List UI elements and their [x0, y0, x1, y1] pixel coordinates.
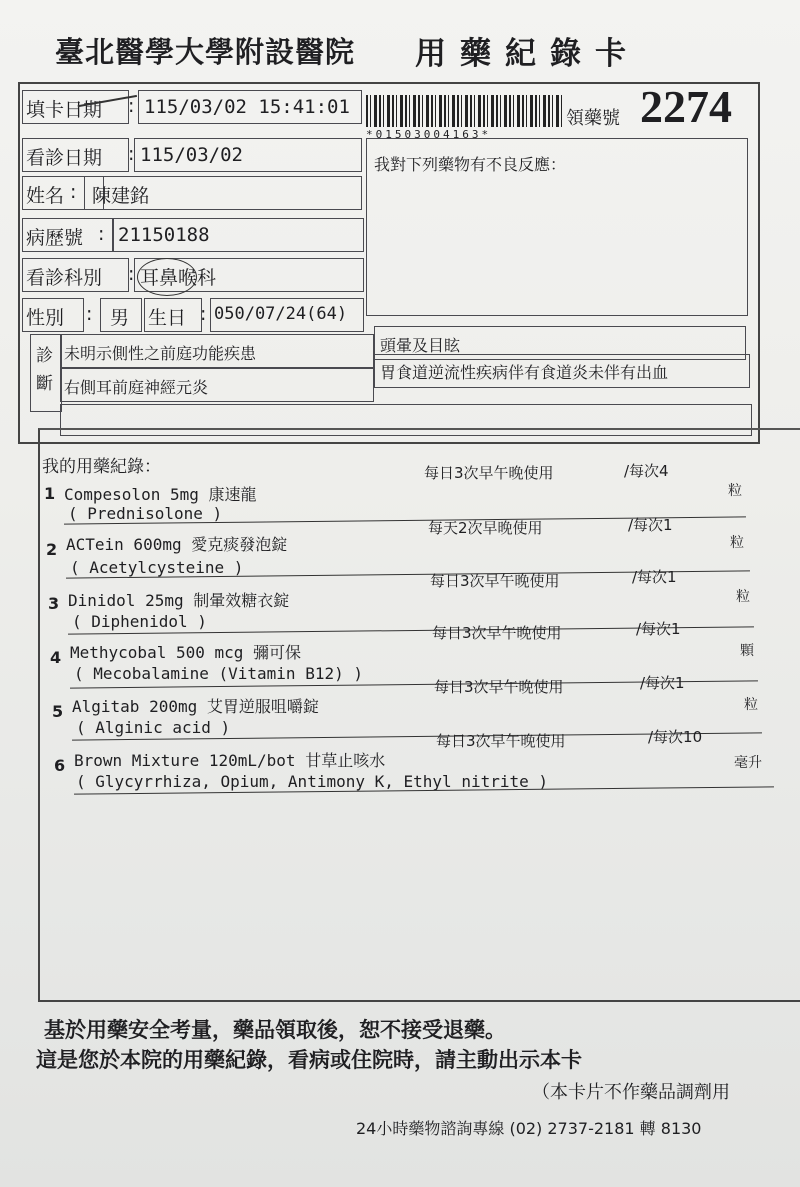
pen-circle-mark — [137, 258, 197, 296]
drug-dose: /每次1 — [628, 516, 673, 534]
drug-frequency: 每日3次早午晚使用 — [432, 624, 562, 642]
name-label: 姓名 — [26, 185, 65, 207]
sex-value: 男 — [110, 307, 130, 329]
drug-name: Algitab 200mg 艾胃逆服咀嚼錠 — [72, 697, 319, 716]
dept-label: 看診科別 — [26, 267, 103, 289]
drug-unit: 毫升 — [734, 755, 762, 771]
drug-frequency: 每日3次早午晚使用 — [436, 732, 566, 750]
drug-frequency: 每天2次早晚使用 — [428, 519, 543, 537]
present-card-notice: 這是您於本院的用藥紀錄，看病或住院時，請主動出示本卡 — [36, 1048, 582, 1072]
patient-name: 陳建銘 — [92, 185, 150, 207]
visit-date-label: 看診日期 — [26, 147, 103, 169]
diagnosis-2: 頭暈及目眩 — [380, 336, 461, 355]
drug-unit: 粒 — [730, 535, 744, 551]
no-return-notice: 基於用藥安全考量，藥品領取後，恕不接受退藥。 — [44, 1018, 506, 1042]
drug-name: Compesolon 5mg 康速龍 — [64, 485, 257, 504]
adverse-reaction-label: 我對下列藥物有不良反應： — [374, 155, 567, 174]
drug-number: 4 — [50, 648, 62, 667]
drug-dose: /每次1 — [640, 674, 685, 692]
drug-dose: /每次4 — [624, 462, 669, 480]
drug-name: ACTein 600mg 愛克痰發泡錠 — [66, 535, 288, 554]
drug-generic: ( Alginic acid ) — [76, 718, 231, 737]
pharmacy-hotline: 24小時藥物諮詢專線 (02) 2737-2181 轉 8130 — [356, 1119, 702, 1138]
drug-name: Methycobal 500 mcg 彌可保 — [70, 643, 302, 662]
drug-unit: 顆 — [740, 643, 754, 659]
birth-label: 生日 — [148, 307, 187, 329]
drug-number: 5 — [52, 702, 64, 721]
drug-unit: 粒 — [728, 483, 742, 499]
birth-value: 050/07/24(64) — [214, 304, 348, 324]
record-no-label: 病歷號 — [26, 227, 84, 249]
drug-unit: 粒 — [744, 697, 758, 713]
diagnosis-3: 右側耳前庭神經元炎 — [64, 378, 209, 397]
fill-date-label: 填卡日期 — [26, 99, 103, 121]
drug-frequency: 每日3次早午晚使用 — [424, 464, 554, 482]
drug-generic: ( Glycyrrhiza, Opium, Antimony K, Ethyl nitrite ) — [76, 772, 549, 791]
diagnosis-4: 胃食道逆流性疾病伴有食道炎未伴有出血 — [380, 363, 669, 382]
drug-generic: ( Mecobalamine (Vitamin B12) ) — [74, 664, 363, 683]
drug-number: 2 — [46, 540, 58, 559]
not-for-dispensing-note: （本卡片不作藥品調劑用 — [532, 1082, 730, 1103]
visit-date-value: 115/03/02 — [140, 144, 243, 166]
barcode — [366, 95, 562, 127]
drug-name: Dinidol 25mg 制暈效糖衣錠 — [68, 591, 290, 610]
pickup-number: 2274 — [640, 81, 732, 132]
medication-record-title: 我的用藥紀錄： — [42, 457, 161, 477]
drug-generic: ( Diphenidol ) — [72, 612, 207, 631]
drug-number: 6 — [54, 756, 66, 775]
record-no-value: 21150188 — [118, 224, 210, 246]
medication-record-card: 臺北醫學大學附設醫院 用藥紀錄卡 填卡日期 : 115/03/02 15:41:01 看診日期 : 115/03/02 姓名 : 陳建銘 病歷號 : 21150188 看診科別 : 耳鼻喉科 性別 : 男 生日 : 050/07/24(64) *01503004163* 領藥號 2274 我對下列藥物有不良反應： 診斷 未明示側性之前庭功能疾患 頭暈及目眩 右側耳前庭神經元炎 胃食道逆流性疾病伴有食道炎未伴有出血 我的用藥紀錄： 1 Compesolon 5mg 康速龍 ( Prednisolone ) 每日3次早午晚使用 /每次4 粒 2 ACTein 600mg 愛克痰發泡錠 ( Acetylcysteine ) 每天2次早晚使用 /每次1 粒 3 Dinidol 25mg 制暈效糖衣錠 ( Diphenidol ) 每日3次早午晚使用 /每次1 粒 4 Methycobal 500 mcg 彌可保 ( Mecobalamine (Vitamin B12) ) 每日3次早午晚使用 /每次1 顆 5 Algitab 200mg 艾胃逆服咀嚼錠 ( Alginic acid ) 每日3次早午晚使用 /每次1 粒 6 Brown Mixture 120mL/bot 甘草止咳水 ( Glycyrrhiza, Opium, Antimony K, Ethyl nitrite ) 每日3次早午晚使用 /每次10 毫升 基於用藥安全考量，藥品領取後，恕不接受退藥。 這是您於本院的用藥紀錄，看病或住院時，請主動出示本卡 （本卡片不作藥品調劑用 24小時藥物諮詢專線 (02) 2737-2181 轉 8130 — [0, 0, 800, 1187]
drug-name: Brown Mixture 120mL/bot 甘草止咳水 — [74, 751, 386, 770]
fill-date-value: 115/03/02 15:41:01 — [144, 96, 350, 118]
drug-dose: /每次10 — [648, 728, 703, 746]
sex-label: 性別 — [26, 307, 65, 329]
dept-value: 耳鼻喉科 — [140, 267, 217, 289]
diagnosis-label: 診斷 — [36, 346, 53, 394]
pickup-number-label: 領藥號 — [566, 108, 620, 129]
drug-number: 3 — [48, 594, 60, 613]
drug-generic: ( Acetylcysteine ) — [70, 558, 244, 577]
drug-dose: /每次1 — [636, 620, 681, 638]
drug-unit: 粒 — [736, 589, 750, 605]
drug-dose: /每次1 — [632, 568, 677, 586]
hospital-name: 臺北醫學大學附設醫院 — [55, 35, 356, 69]
drug-number: 1 — [44, 484, 56, 503]
drug-frequency: 每日3次早午晚使用 — [434, 678, 564, 696]
diagnosis-1: 未明示側性之前庭功能疾患 — [64, 344, 257, 363]
drug-frequency: 每日3次早午晚使用 — [430, 572, 560, 590]
drug-generic: ( Prednisolone ) — [68, 504, 223, 523]
barcode-text: *01503004163* — [366, 128, 492, 141]
card-title: 用藥紀錄卡 — [415, 36, 640, 72]
